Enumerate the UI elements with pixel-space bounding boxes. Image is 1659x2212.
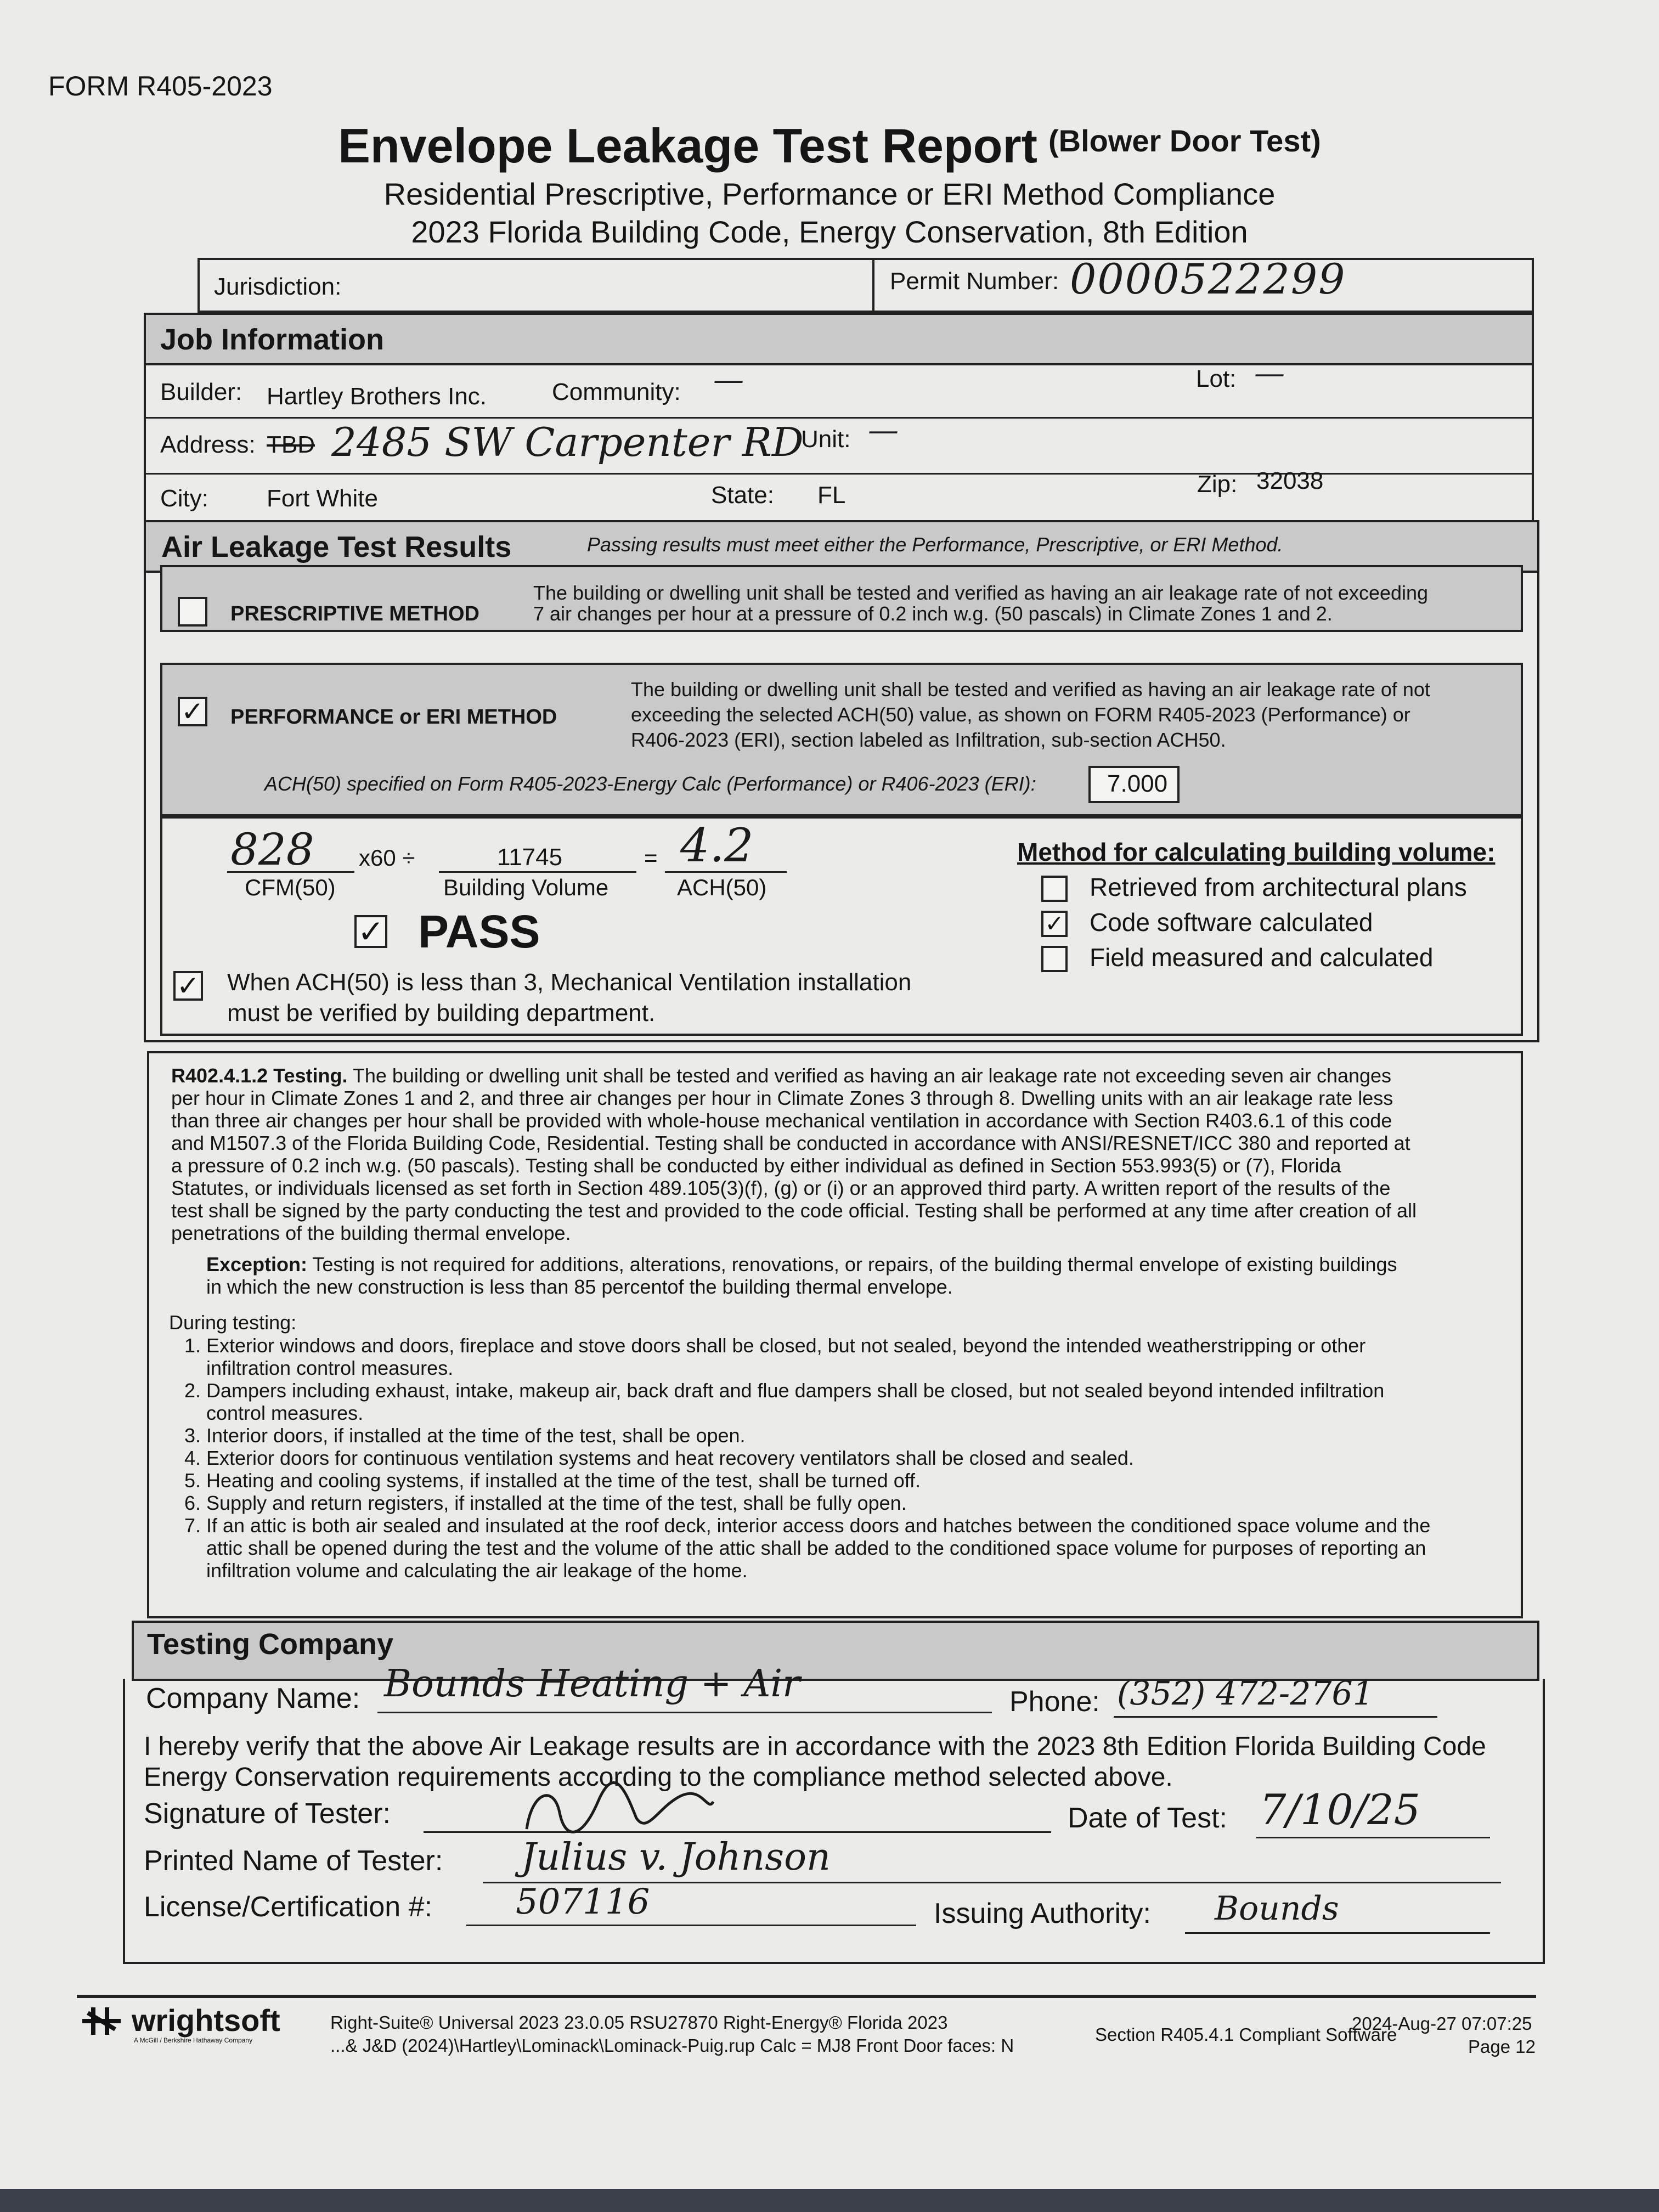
list-item: 4. Exterior doors for continuous ventilation systems and heat recovery ventilators shall be closed and sealed. xyxy=(206,1447,1443,1469)
ach-spec-value: 7.000 xyxy=(1107,770,1168,797)
method-label-field: Field measured and calculated xyxy=(1090,943,1434,972)
code-paragraph xyxy=(171,1064,1422,1244)
method-checkbox-plans[interactable] xyxy=(1041,876,1068,902)
job-info-header: Job Information xyxy=(160,323,384,356)
unit-label: Unit: xyxy=(801,426,851,453)
community-value: — xyxy=(713,362,744,398)
address-label: Address: xyxy=(160,431,256,458)
state-label: State: xyxy=(711,482,774,509)
permit-label: Permit Number: xyxy=(890,268,1059,295)
prescriptive-text-1: The building or dwelling unit shall be tested and verified as having an air leakage rate of not exceeding xyxy=(533,582,1429,604)
method-label-plans: Retrieved from architectural plans xyxy=(1090,873,1467,901)
company-name-value: Bounds Heating + Air xyxy=(384,1662,800,1706)
footer-software-line: Right-Suite® Universal 2023 23.0.05 RSU27870 Right-Energy® Florida 2023 xyxy=(330,2012,948,2033)
issuing-authority-label: Issuing Authority: xyxy=(934,1898,1151,1929)
phone-value: (352) 472-2761 xyxy=(1117,1674,1374,1713)
unit-value: — xyxy=(868,413,899,448)
performance-label: PERFORMANCE or ERI METHOD xyxy=(230,706,557,729)
passing-note: Passing results must meet either the Performance, Prescriptive, or ERI Method. xyxy=(587,533,1283,556)
community-label: Community: xyxy=(552,379,681,405)
permit-number: 0000522299 xyxy=(1070,255,1346,303)
testing-list xyxy=(176,1334,1443,1582)
footer-file-line: ...& J&D (2024)\Hartley\Lominack\Lominack-Puig.rup Calc = MJ8 Front Door faces: N xyxy=(330,2035,1014,2056)
issuing-authority-value: Bounds xyxy=(1215,1889,1339,1928)
ach-spec-label: ACH(50) specified on Form R405-2023-Energy Calc (Performance) or R406-2023 (ERI): xyxy=(264,772,1036,795)
lot-value: — xyxy=(1254,356,1285,391)
builder-value: Hartley Brothers Inc. xyxy=(267,383,487,410)
company-name-label: Company Name: xyxy=(146,1683,360,1714)
zip-value: 32038 xyxy=(1256,467,1324,494)
wrightsoft-tagline: A McGill / Berkshire Hathaway Company xyxy=(134,2036,253,2044)
mech-vent-text-1: When ACH(50) is less than 3, Mechanical Ventilation installation xyxy=(227,969,912,996)
wrightsoft-logo: wrightsoft xyxy=(132,2003,280,2038)
printed-name-value: Julius v. Johnson xyxy=(521,1836,831,1879)
method-label-software: Code software calculated xyxy=(1090,908,1373,936)
exception-label: Exception: xyxy=(206,1253,308,1276)
form-id: FORM R405-2023 xyxy=(48,71,273,101)
builder-label: Builder: xyxy=(160,379,242,405)
volume-label: Building Volume xyxy=(443,874,609,900)
method-checkbox-software[interactable]: ✓ xyxy=(1041,911,1068,937)
volume-underline xyxy=(439,871,636,873)
list-item: 7. If an attic is both air sealed and insulated at the roof deck, interior access doors and hatches between the conditioned space volume and the attic shall be opened during the test and the volume of the attic shall be added to the conditioned space volume for purposes of reporting an infiltration volume and calculating the air leakage of the home. xyxy=(206,1514,1443,1582)
list-item: 3. Interior doors, if installed at the time of the test, shall be open. xyxy=(206,1424,1443,1447)
performance-text-3: R406-2023 (ERI), section labeled as Infiltration, sub-section ACH50. xyxy=(631,729,1226,751)
code-body: The building or dwelling unit shall be tested and verified as having an air leakage rate not exceeding seven air changes per hour in Climate Zones 1 and 2, and three air changes per hour in Climate Zones 3 through 8. Dwelling units with an air leakage rate less than three air changes per hour shall be provided with whole-house mechanical ventilation in accordance with Section R403.6.1 of this code and M1507.3 of the Florida Building Code, Residential. Testing shall be conducted in accordance with ANSI/RESNET/ICC 380 and reported at a pressure of 0.2 inch w.g. (50 pascals). Testing shall be conducted by either individual as defined in Section 553.993(5) or (7), Florida Statutes, or individuals licensed as set forth in Section 489.105(3)(f), (g) or (i) or an approved third party. A written report of the results of the test shall be signed by the party conducting the test and provided to the code official. Testing shall be performed at any time after creation of all penetrations of the building thermal envelope. xyxy=(171,1064,1417,1244)
exception-paragraph xyxy=(206,1253,1413,1298)
times-60: x60 ÷ xyxy=(359,845,415,871)
mech-vent-checkbox[interactable]: ✓ xyxy=(173,971,203,1001)
ach-value: 4.2 xyxy=(680,819,754,872)
license-label: License/Certification #: xyxy=(144,1891,433,1923)
wrightsoft-logo-icon xyxy=(77,1999,126,2043)
title-text: Envelope Leakage Test Report xyxy=(338,119,1037,173)
exception-text: Testing is not required for additions, alterations, renovations, or repairs, of the building thermal envelope of existing buildings in which the new construction is less than 85 percentof the building thermal envelope. xyxy=(206,1253,1397,1298)
cfm-label: CFM(50) xyxy=(245,874,336,900)
pass-label: PASS xyxy=(418,906,540,957)
job-row-divider-2 xyxy=(144,473,1534,475)
subtitle-1: Residential Prescriptive, Performance or ERI Method Compliance xyxy=(383,177,1276,211)
license-line xyxy=(466,1925,916,1926)
list-item: 6. Supply and return registers, if installed at the time of the test, shall be fully open. xyxy=(206,1492,1443,1514)
issuing-authority-line xyxy=(1185,1932,1490,1934)
verify-text-1: I hereby verify that the above Air Leakage results are in accordance with the 2023 8th Edition Florida Building Code xyxy=(144,1732,1486,1761)
prescriptive-text-2: 7 air changes per hour at a pressure of 0.2 inch w.g. (50 pascals) in Climate Zones 1 and 2. xyxy=(533,602,1333,625)
jurisdiction-label: Jurisdiction: xyxy=(214,273,342,300)
signature-label: Signature of Tester: xyxy=(144,1798,391,1830)
address-value: 2485 SW Carpenter RD xyxy=(331,419,804,465)
footer-rule xyxy=(77,1995,1536,1998)
title-suffix: (Blower Door Test) xyxy=(1048,123,1321,158)
prescriptive-label: PRESCRIPTIVE METHOD xyxy=(230,602,479,625)
code-heading: R402.4.1.2 Testing. xyxy=(171,1064,348,1087)
prescriptive-checkbox[interactable] xyxy=(178,597,207,627)
ach-label: ACH(50) xyxy=(677,874,767,900)
job-row-divider-1 xyxy=(144,417,1534,419)
list-item: 2. Dampers including exhaust, intake, makeup air, back draft and flue dampers shall be closed, but not sealed beyond intended infiltration control measures. xyxy=(206,1379,1443,1424)
performance-text-2: exceeding the selected ACH(50) value, as shown on FORM R405-2023 (Performance) or xyxy=(631,703,1410,726)
phone-line xyxy=(1114,1716,1437,1718)
ach-underline xyxy=(665,871,787,873)
equals-sign: = xyxy=(644,845,658,871)
cfm-value: 828 xyxy=(230,824,314,875)
footer-page: Page 12 xyxy=(1468,2036,1536,2057)
list-item: 5. Heating and cooling systems, if installed at the time of the test, shall be turned off. xyxy=(206,1469,1443,1492)
license-value: 507116 xyxy=(516,1882,650,1922)
testing-company-header: Testing Company xyxy=(147,1628,394,1661)
document-title xyxy=(0,118,1659,174)
list-item: 1. Exterior windows and doors, fireplace and stove doors shall be closed, but not sealed, beyond the intended weatherstripping or other infiltration control measures. xyxy=(206,1334,1443,1379)
date-line xyxy=(1256,1837,1490,1838)
date-label: Date of Test: xyxy=(1068,1802,1227,1834)
verify-text-2: Energy Conservation requirements according to the compliance method selected above. xyxy=(144,1763,1173,1792)
printed-name-label: Printed Name of Tester: xyxy=(144,1845,443,1877)
mech-vent-text-2: must be verified by building department. xyxy=(227,1000,656,1026)
company-name-line xyxy=(377,1712,992,1713)
performance-text-1: The building or dwelling unit shall be tested and verified as having an air leakage rate of not xyxy=(631,678,1430,701)
title-block xyxy=(0,118,1659,250)
date-value: 7/10/25 xyxy=(1260,1785,1420,1834)
volume-value: 11745 xyxy=(497,844,563,871)
state-value: FL xyxy=(817,482,846,509)
cfm-underline xyxy=(227,871,354,873)
volume-method-header: Method for calculating building volume: xyxy=(1017,838,1496,866)
footer-compliance: Section R405.4.1 Compliant Software xyxy=(1095,2024,1397,2045)
zip-label: Zip: xyxy=(1197,471,1238,498)
phone-label: Phone: xyxy=(1009,1686,1100,1718)
subtitle-2: 2023 Florida Building Code, Energy Conservation, 8th Edition xyxy=(411,215,1248,249)
method-checkbox-field[interactable] xyxy=(1041,946,1068,972)
footer-timestamp: 2024-Aug-27 07:07:25 xyxy=(1352,2013,1532,2034)
air-leakage-header: Air Leakage Test Results xyxy=(161,531,512,563)
city-value: Fort White xyxy=(267,485,378,512)
pass-checkbox[interactable]: ✓ xyxy=(354,915,387,948)
during-testing-label: During testing: xyxy=(169,1311,297,1334)
performance-checkbox[interactable]: ✓ xyxy=(178,697,207,726)
lot-label: Lot: xyxy=(1196,365,1237,392)
city-label: City: xyxy=(160,485,208,512)
address-struck: TBD xyxy=(267,431,315,458)
